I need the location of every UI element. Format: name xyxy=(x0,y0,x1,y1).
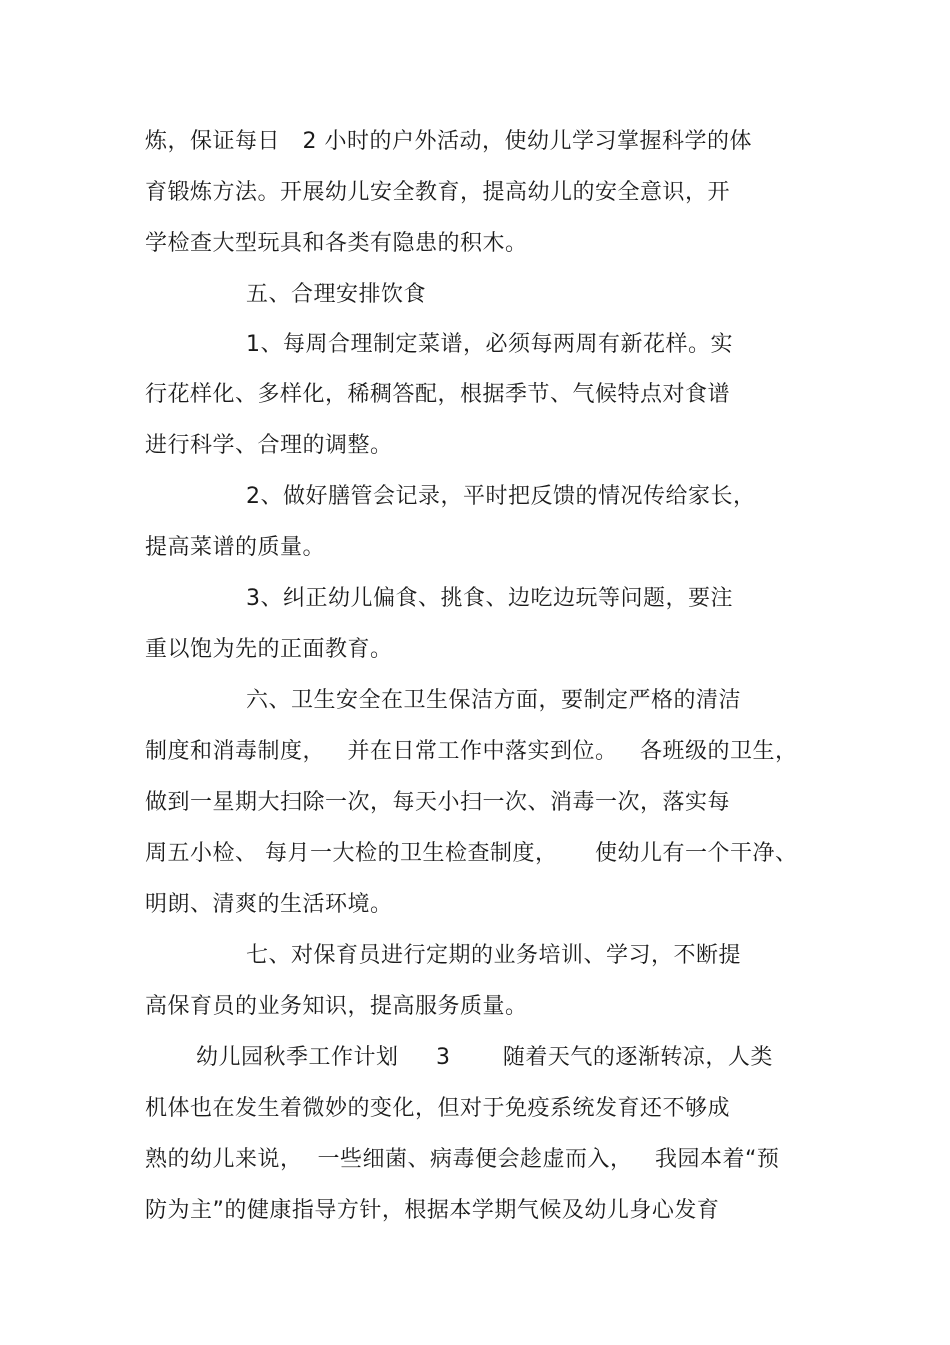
text-line: 3、纠正幼儿偏食、挑食、边吃边玩等问题，要注 xyxy=(246,586,733,611)
text-line: 进行科学、合理的调整。 xyxy=(145,433,393,458)
section-heading: 五、合理安排饮食 xyxy=(246,282,427,307)
text-line: 高保育员的业务知识，提高服务质量。 xyxy=(145,994,528,1019)
text-line: 明朗、清爽的生活环境。 xyxy=(145,892,393,917)
plan-heading-line: 幼儿园秋季工作计划 3 随着天气的逐渐转凉，人类 xyxy=(196,1045,773,1070)
text-line: 机体也在发生着微妙的变化，但对于免疫系统发育还不够成 xyxy=(145,1096,731,1121)
section-heading: 六、卫生安全在卫生保洁方面，要制定严格的清洁 xyxy=(246,688,742,713)
text-line: 制度和消毒制度， 并在日常工作中落实到位。 各班级的卫生， xyxy=(145,739,798,764)
text-line: 学检查大型玩具和各类有隐患的积木。 xyxy=(145,231,528,256)
text-line: 行花样化、多样化，稀稠答配，根据季节、气候特点对食谱 xyxy=(145,382,731,407)
text-line: 育锻炼方法。开展幼儿安全教育，提高幼儿的安全意识，开 xyxy=(145,180,731,205)
text-line: 重以饱为先的正面教育。 xyxy=(145,637,393,662)
text-line: 提高菜谱的质量。 xyxy=(145,535,326,560)
section-heading: 七、对保育员进行定期的业务培训、学习，不断提 xyxy=(246,943,742,968)
text-line: 2、做好膳管会记录，平时把反馈的情况传给家长， xyxy=(246,484,756,509)
text-line: 周五小检、 每月一大检的卫生检查制度， 使幼儿有一个干净、 xyxy=(145,841,798,866)
text-line: 1、每周合理制定菜谱，必须每两周有新花样。实 xyxy=(246,332,733,357)
text-line: 防为主”的健康指导方针，根据本学期气候及幼儿身心发育 xyxy=(145,1198,720,1223)
text-line: 做到一星期大扫除一次，每天小扫一次、消毒一次，落实每 xyxy=(145,790,731,815)
text-line: 熟的幼儿来说， 一些细菌、病毒便会趁虚而入， 我园本着“预 xyxy=(145,1147,780,1172)
text-line: 炼，保证每日 2 小时的户外活动，使幼儿学习掌握科学的体 xyxy=(145,129,752,154)
